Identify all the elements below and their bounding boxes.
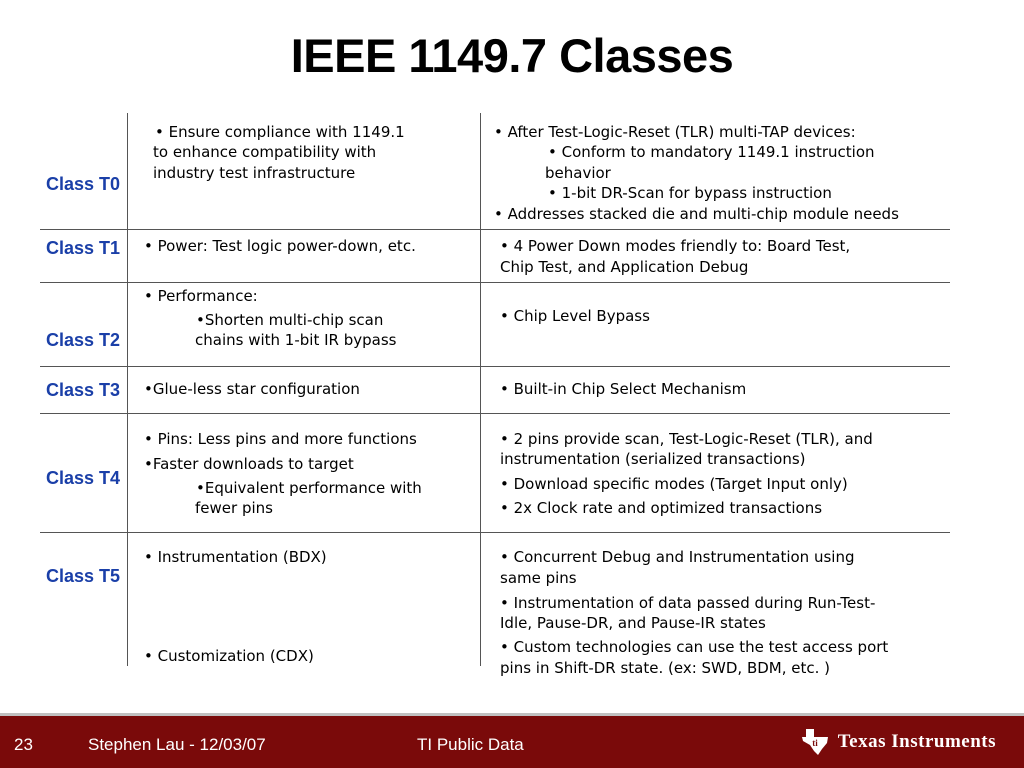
svg-text:ti: ti: [812, 738, 818, 748]
footer-divider: [0, 713, 1024, 716]
texas-state-icon: [800, 727, 830, 757]
row-divider: [40, 532, 950, 533]
author-date: Stephen Lau - 12/03/07: [88, 735, 266, 754]
t5-capability-line: • Instrumentation (BDX): [144, 548, 327, 566]
t0-feature-line: • Addresses stacked die and multi-chip module needs: [494, 205, 899, 223]
t4-feature-line: instrumentation (serialized transactions): [500, 450, 806, 468]
t0-feature-line: behavior: [545, 164, 611, 182]
t1-feature-line: Chip Test, and Application Debug: [500, 258, 749, 276]
t5-feature-line: pins in Shift-DR state. (ex: SWD, BDM, etc. ): [500, 659, 831, 677]
class-label-t1: Class T1: [45, 238, 120, 258]
slide-title: IEEE 1149.7 Classes: [290, 29, 734, 82]
t4-feature-line: • Download specific modes (Target Input only): [500, 475, 848, 493]
t3-feature-line: • Built-in Chip Select Mechanism: [500, 380, 747, 398]
t4-capability-line: fewer pins: [195, 499, 273, 517]
t4-capability-line: •Equivalent performance with: [196, 479, 422, 497]
t1-feature-line: • 4 Power Down modes friendly to: Board Test,: [500, 237, 851, 255]
t0-capability-line: • Ensure compliance with 1149.1: [155, 123, 405, 141]
t5-feature-line: same pins: [500, 569, 577, 587]
ti-logo: [800, 727, 996, 757]
class-label-t0: Class T0: [45, 174, 120, 194]
t1-capability-line: • Power: Test logic power-down, etc.: [144, 237, 416, 255]
t2-capability-line: •Shorten multi-chip scan: [196, 311, 384, 329]
page-number: 23: [14, 735, 33, 754]
t5-capability-line: • Customization (CDX): [144, 647, 314, 665]
t5-feature-line: • Custom technologies can use the test access port: [500, 638, 889, 656]
t4-capability-line: • Pins: Less pins and more functions: [144, 430, 417, 448]
class-label-t3: Class T3: [45, 380, 120, 400]
t5-feature-line: • Concurrent Debug and Instrumentation using: [500, 548, 855, 566]
t0-feature-line: • Conform to mandatory 1149.1 instruction: [548, 143, 875, 161]
t0-feature-line: • After Test-Logic-Reset (TLR) multi-TAP devices:: [494, 123, 856, 141]
t2-capability-line: • Performance:: [144, 287, 258, 305]
t5-feature-line: • Instrumentation of data passed during Run-Test-: [500, 594, 876, 612]
class-label-t5: Class T5: [45, 566, 120, 586]
row-divider: [40, 229, 950, 230]
row-divider: [40, 413, 950, 414]
t5-feature-line: Idle, Pause-DR, and Pause-IR states: [500, 614, 766, 632]
class-label-t2: Class T2: [45, 330, 120, 350]
column-divider-left: [127, 113, 128, 666]
footer-bar: [0, 713, 1024, 768]
t3-capability-line: •Glue-less star configuration: [144, 380, 360, 398]
t4-feature-line: • 2x Clock rate and optimized transactions: [500, 499, 823, 517]
t2-feature-line: • Chip Level Bypass: [500, 307, 650, 325]
t0-capability-line: industry test infrastructure: [153, 164, 356, 182]
row-divider: [40, 366, 950, 367]
classification: TI Public Data: [417, 735, 524, 754]
t0-feature-line: • 1-bit DR-Scan for bypass instruction: [548, 184, 832, 202]
row-divider: [40, 282, 950, 283]
class-label-t4: Class T4: [45, 468, 120, 488]
t0-capability-line: to enhance compatibility with: [153, 143, 377, 161]
t4-capability-line: •Faster downloads to target: [144, 455, 354, 473]
column-divider-right: [480, 113, 481, 666]
t2-capability-line: chains with 1-bit IR bypass: [195, 331, 397, 349]
ti-logo-text: Texas Instruments: [837, 731, 996, 752]
t4-feature-line: • 2 pins provide scan, Test-Logic-Reset (TLR), and: [500, 430, 873, 448]
